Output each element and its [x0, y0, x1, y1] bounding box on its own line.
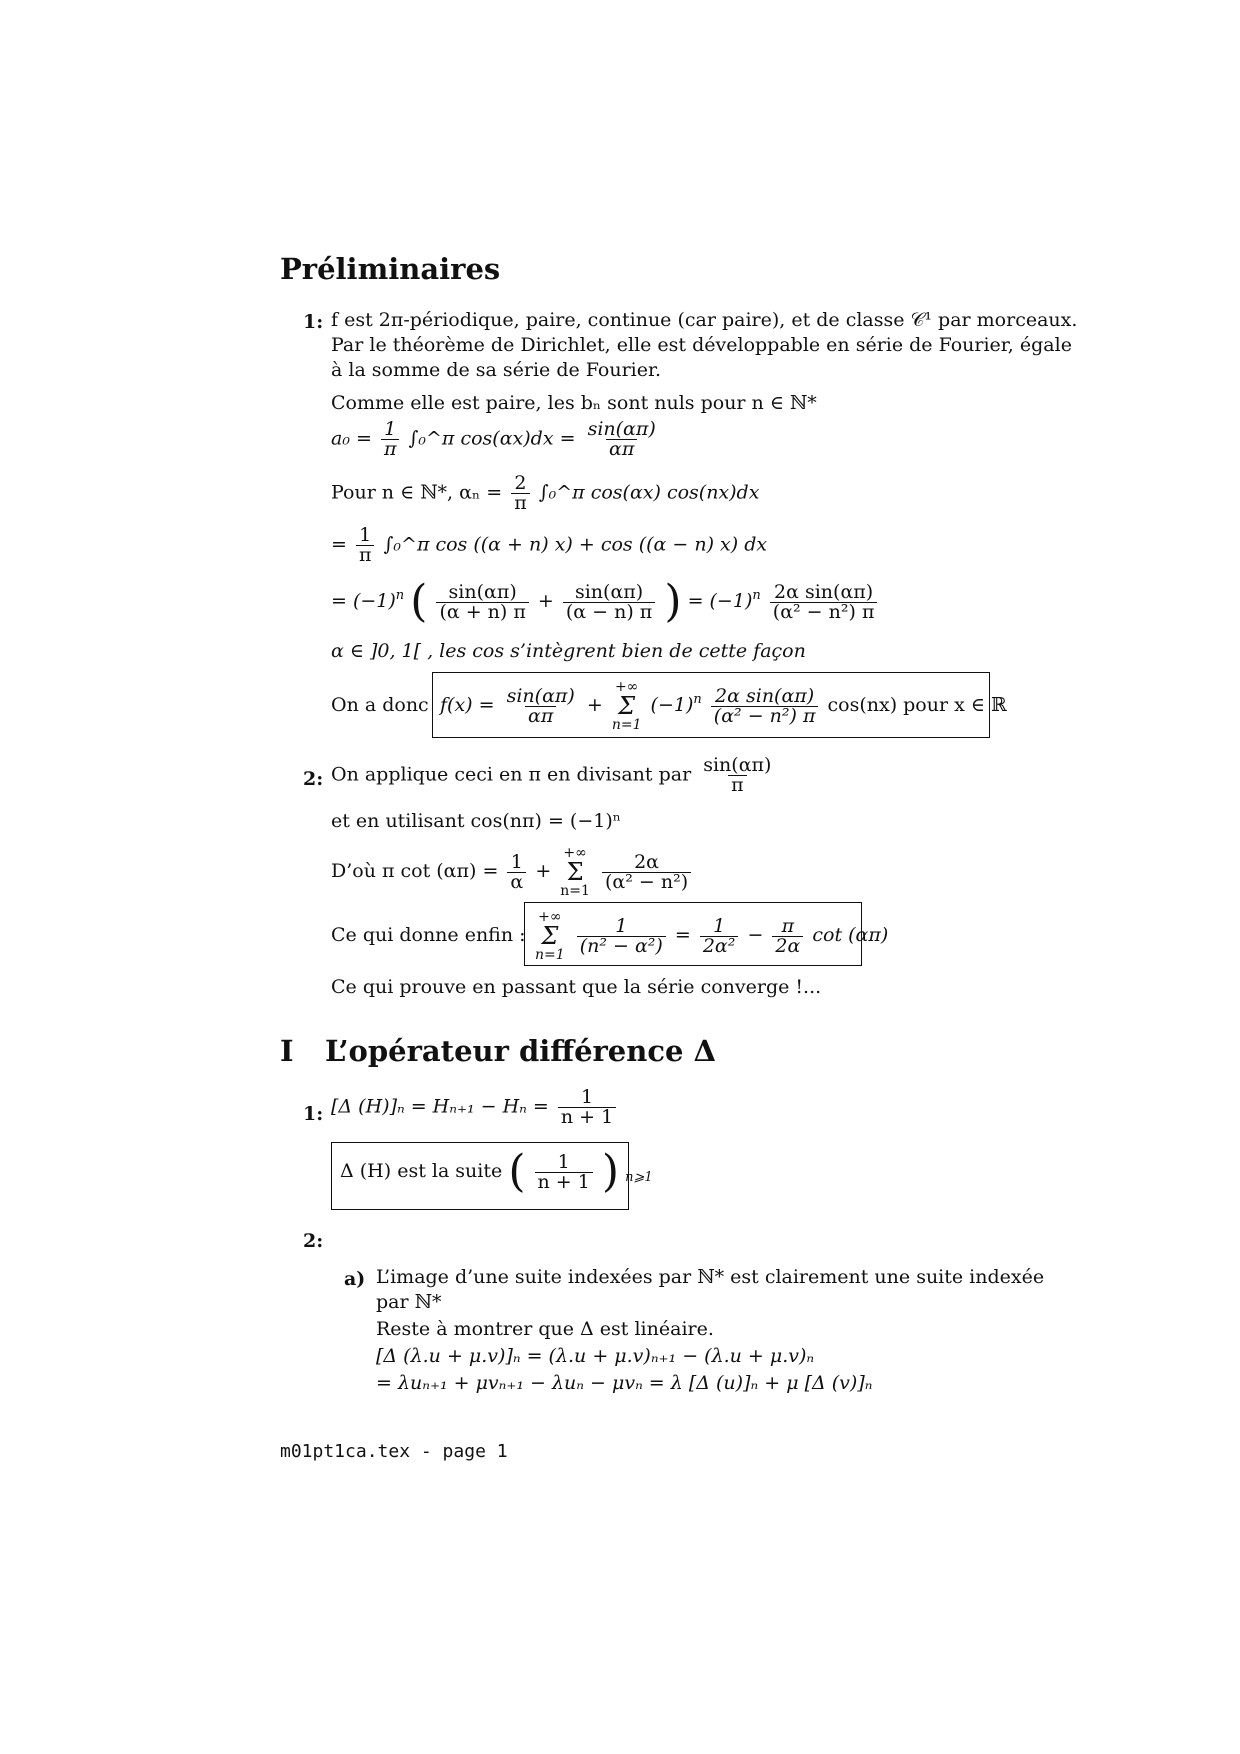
- a-text-4: [Δ (λ.u + μ.v)]ₙ = (λ.u + μ.v)ₙ₊₁ − (λ.u + μ.v)ₙ: [376, 1345, 815, 1367]
- series-sum-result: +∞ Σ n=1 $\frac{1}{\text{(n² − α²)}}$ = $\frac{1}{\text{2α²}}$ − $\frac{\pi}{2\alpha}$ cot (απ): [535, 909, 889, 963]
- a0-equation: a₀ = $\frac{1}{\pi}$ ∫₀^π cos(αx)dx = $\frac{\sin(\alpha\pi)}{\alpha\pi}$: [331, 418, 656, 460]
- q2-box-tail: cot (απ): [812, 924, 889, 946]
- q2-line-3: D’où π cot (απ) = $\frac{1}{\alpha}$ + +∞ Σ n=1 $\frac{2\alpha}{\text{(α² − n²)}}$: [331, 846, 694, 898]
- prelim-text-line-4: Comme elle est paire, les bₙ sont nuls pour n ∈ ℕ*: [331, 392, 817, 414]
- item-label-1: 1:: [303, 311, 324, 333]
- delta-h-result: Δ (H) est la suite ( $\frac{1}{n + 1}$ ) $_{n⩾1}$: [340, 1146, 653, 1197]
- item-label-2: 2:: [303, 768, 324, 790]
- equality-line-2: = $(-1)^n$ ( $\frac{\sin(\alpha\pi)}{(\alpha + n) \pi}$ + $\frac{\sin(\alpha\pi)}{(\alpha - n) \pi}$ ) = $(-1)^n$ $\frac{\text{2α sin(απ)}}{\text{(α² − n²) π}}$: [331, 580, 880, 624]
- a0-integral: ∫₀^π cos(αx)dx =: [408, 427, 576, 450]
- q2-line-1: On applique ceci en π en divisant par $\frac{\sin(\alpha\pi)}{\pi}$: [331, 754, 772, 796]
- q2-text-4: Ce qui donne enfin :: [331, 924, 526, 946]
- section1-item-label-1: 1:: [303, 1103, 324, 1125]
- q2-text-5: Ce qui prouve en passant que la série converge !...: [331, 976, 822, 998]
- page-footer: m01pt1ca.tex - page 1: [280, 1441, 508, 1462]
- prelim-text-line-2: Par le théorème de Dirichlet, elle est développable en série de Fourier, égale: [331, 334, 1072, 356]
- on-a-donc-label: On a donc: [331, 694, 429, 716]
- prelim-text-line-1: f est 2π-périodique, paire, continue (car paire), et de classe 𝒞¹ par morceaux.: [331, 309, 1078, 331]
- sub-item-label-a: a): [344, 1268, 366, 1290]
- equality-line-1: = $\frac{1}{\pi}$ ∫₀^π cos ((α + n) x) + cos ((α − n) x) dx: [331, 524, 768, 566]
- section1-item-label-2: 2:: [303, 1230, 324, 1252]
- equality-integral: ∫₀^π cos ((α + n) x) + cos ((α − n) x) dx: [383, 533, 768, 556]
- box-tail: cos(nx) pour x ∈ ℝ: [827, 694, 1007, 716]
- alpha-note: α ∈ ]0, 1[ , les cos s’intègrent bien de cette façon: [331, 640, 806, 662]
- alpha-n-equation: Pour n ∈ ℕ*, αₙ = $\frac{2}{\pi}$ ∫₀^π cos(αx) cos(nx)dx: [331, 472, 760, 514]
- fourier-series-result: f(x) = $\frac{\sin(\alpha\pi)}{\alpha\pi}$ + +∞ Σ n=1 $(-1)^n$ $\frac{\text{2α sin(απ)}}{\text{(α² − n²) π}}$ cos(nx) pour x ∈ ℝ: [440, 679, 1007, 733]
- q2-text-1: On applique ceci en π en divisant par: [331, 763, 692, 786]
- delta-h-equation: [Δ (H)]ₙ = Hₙ₊₁ − Hₙ = $\frac{1}{n + 1}$: [331, 1088, 619, 1127]
- a-text-5: = λuₙ₊₁ + μvₙ₊₁ − λuₙ − μvₙ = λ [Δ (u)]ₙ + μ [Δ (v)]ₙ: [376, 1372, 873, 1394]
- a-text-3: Reste à montrer que Δ est linéaire.: [376, 1318, 714, 1340]
- a-text-1: L’image d’une suite indexées par ℕ* est clairement une suite indexée: [376, 1266, 1045, 1288]
- section-title-operateur: L’opérateur différence Δ: [325, 1034, 717, 1068]
- section-number: I: [280, 1034, 294, 1068]
- q2-text-3: D’où π cot (απ) =: [331, 860, 499, 882]
- pour-n-integral: ∫₀^π cos(αx) cos(nx)dx: [538, 481, 760, 504]
- prelim-text-line-3: à la somme de sa série de Fourier.: [331, 359, 662, 381]
- a0-lhs: a₀ =: [331, 427, 372, 450]
- a-text-2: par ℕ*: [376, 1291, 442, 1313]
- delta-h-lhs: [Δ (H)]ₙ = Hₙ₊₁ − Hₙ =: [331, 1095, 549, 1118]
- pour-n-lhs: Pour n ∈ ℕ*, αₙ =: [331, 481, 503, 504]
- delta-h-box-text: Δ (H) est la suite: [340, 1160, 503, 1182]
- q2-text-2: et en utilisant cos(nπ) = (−1)ⁿ: [331, 810, 621, 832]
- section-title-preliminaires: Préliminaires: [280, 252, 501, 286]
